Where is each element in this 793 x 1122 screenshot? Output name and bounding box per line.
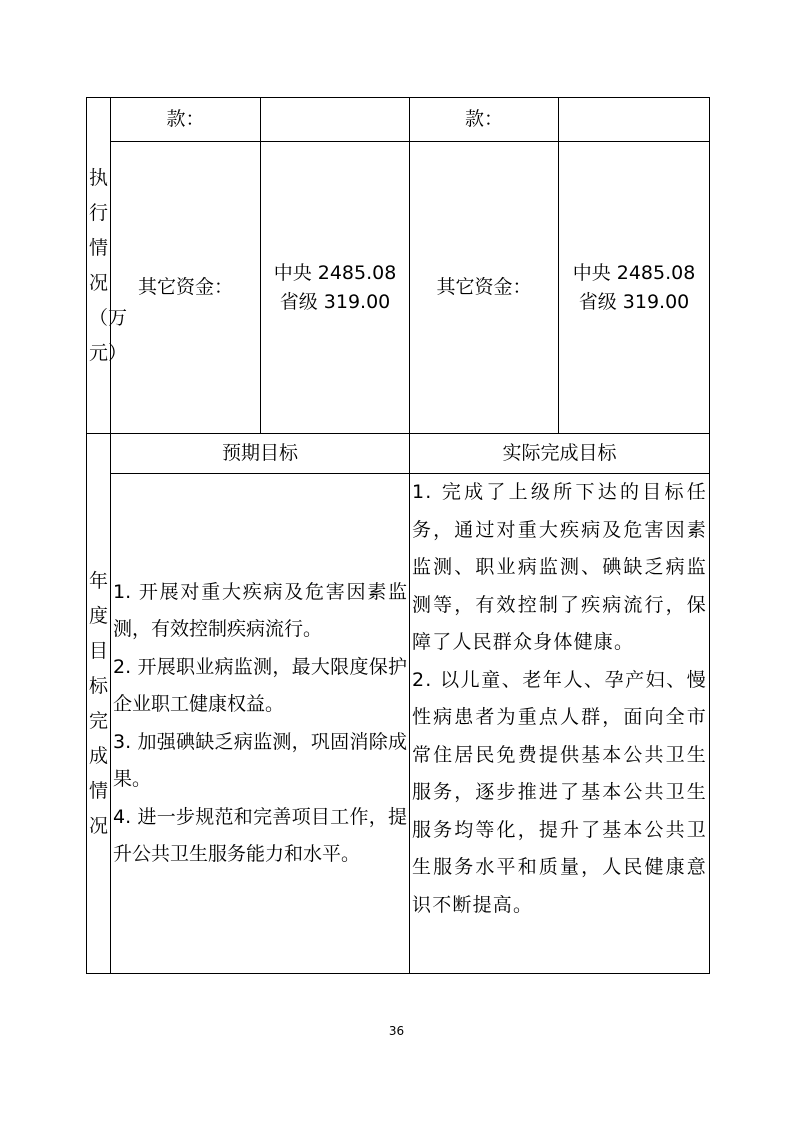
actual-goals-header: 实际完成目标 [410, 434, 710, 474]
annual-goal-label-cell [87, 434, 111, 974]
page-number: 36 [388, 1024, 405, 1038]
expected-goals-cell [111, 474, 410, 974]
execution-label-cell [87, 98, 128, 434]
expected-goal-item: 1. 开展对重大疾病及危害因素监测，有效控制疾病流行。 [113, 580, 407, 640]
expected-goal-item: 4. 进一步规范和完善项目工作，提升公共卫生服务能力和水平。 [113, 805, 407, 865]
other-funds-value-right [559, 142, 710, 434]
central-funds-left: 中央 2485.08 [273, 262, 397, 284]
project-performance-table [86, 97, 710, 974]
other-funds-label-left: 其它资金： [111, 142, 261, 434]
expected-goals-list [111, 574, 409, 874]
execution-label: 执行情况（万元） [89, 166, 128, 364]
expected-goal-item: 3. 加强碘缺乏病监测，巩固消除成果。 [113, 730, 407, 790]
funds-label-left: 款： [111, 98, 261, 142]
actual-goals-cell [410, 474, 710, 974]
provincial-funds-left: 省级 319.00 [279, 290, 391, 313]
expected-goals-header: 预期目标 [111, 434, 410, 474]
other-funds-label-right: 其它资金： [410, 142, 559, 434]
funds-row [87, 98, 710, 142]
expected-goal-item: 2. 开展职业病监测，最大限度保护企业职工健康权益。 [113, 655, 407, 715]
funds-value-right [559, 98, 710, 142]
funds-value-left [261, 98, 410, 142]
other-funds-value-left [261, 142, 410, 434]
actual-goals-list [410, 474, 709, 924]
actual-goal-item: 1. 完成了上级所下达的目标任务，通过对重大疾病及危害因素监测、职业病监测、碘缺乏病监测等，有效控制了疾病流行，保障了人民群众身体健康。 [412, 481, 707, 653]
provincial-funds-right: 省级 319.00 [578, 290, 690, 313]
central-funds-right: 中央 2485.08 [572, 262, 696, 284]
other-funds-row [87, 142, 710, 434]
annual-goal-label: 年度目标完成情况 [89, 569, 109, 837]
actual-goal-item: 2. 以儿童、老年人、孕产妇、慢性病患者为重点人群，面向全市常住居民免费提供基本公共卫生服务，逐步推进了基本公共卫生服务均等化，提升了基本公共卫生服务水平和质量，人民健康意识不断提高。 [412, 668, 707, 916]
targets-content-row [87, 474, 710, 974]
funds-label-right: 款： [410, 98, 559, 142]
targets-header-row [87, 434, 710, 474]
